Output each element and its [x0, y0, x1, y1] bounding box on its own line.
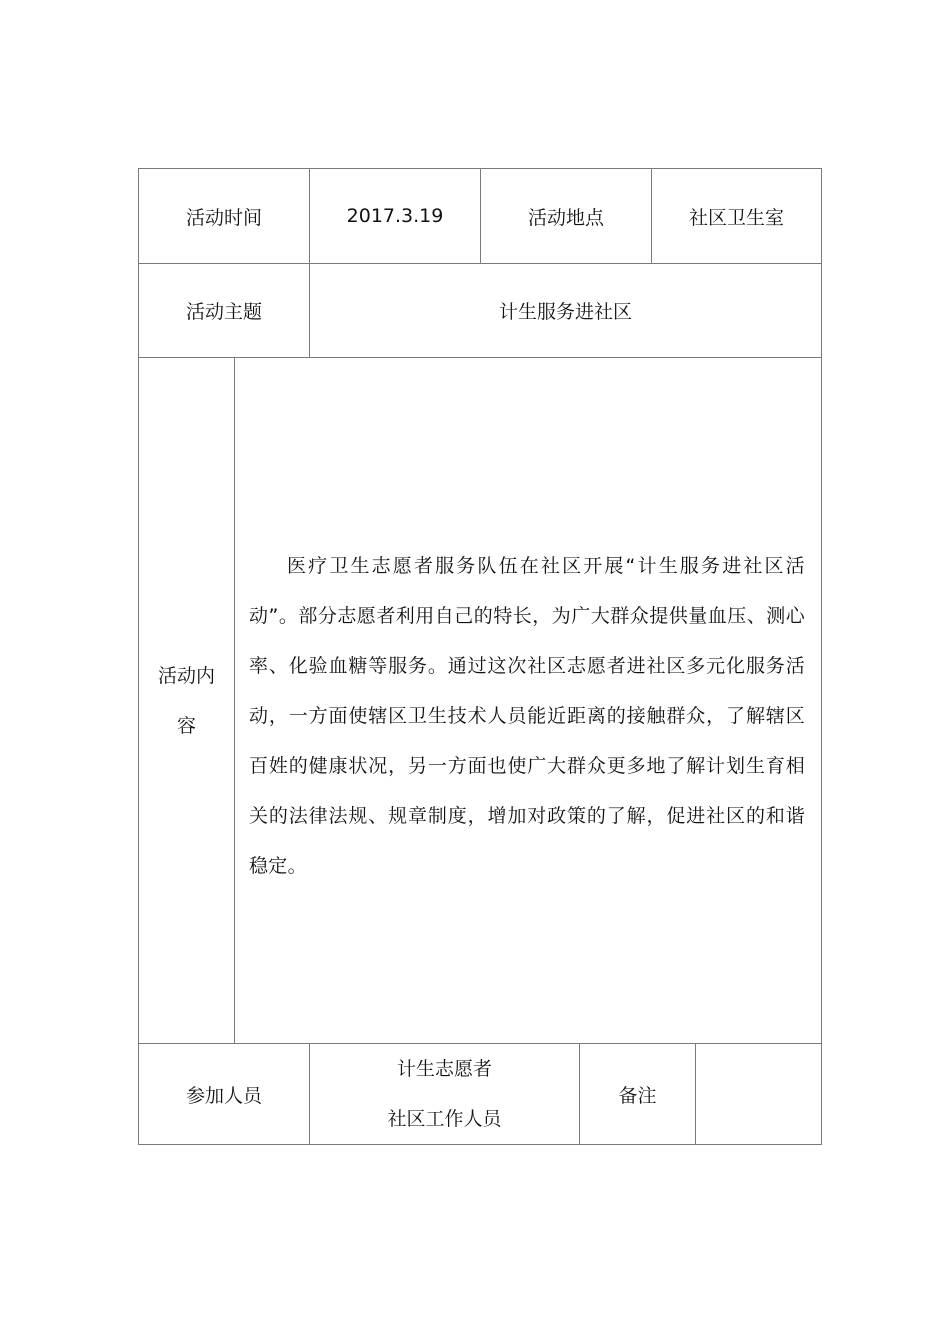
- activity-place-value: 社区卫生室: [688, 206, 784, 229]
- participants-list: [387, 1044, 501, 1144]
- remarks-value-cell: [695, 1043, 822, 1145]
- activity-content-value-cell: [234, 357, 822, 1044]
- activity-time-label-cell: [138, 168, 310, 264]
- participants-label-cell: [138, 1043, 310, 1145]
- activity-place-label: 活动地点: [527, 206, 604, 229]
- activity-content-label: [158, 651, 215, 751]
- activity-theme-value: 计生服务进社区: [498, 301, 632, 323]
- activity-time-value-cell: [309, 168, 481, 264]
- remarks-label: 备注: [618, 1084, 657, 1107]
- activity-content-label-line1: 活动内: [157, 664, 215, 687]
- activity-content-label-cell: [138, 357, 235, 1044]
- activity-time-value: 2017.3.19: [346, 205, 444, 227]
- activity-place-label-cell: [480, 168, 652, 264]
- activity-theme-label: 活动主题: [185, 301, 262, 323]
- activity-place-value-cell: [651, 168, 822, 264]
- activity-theme-value-cell: [309, 263, 822, 358]
- remarks-label-cell: [579, 1043, 696, 1145]
- participants-line1: 计生志愿者: [396, 1058, 492, 1080]
- activity-content-text: 医疗卫生志愿者服务队伍在社区开展“计生服务进社区活动”。部分志愿者利用自己的特长，为广大群众提供量血压、测心率、化验血糖等服务。通过这次社区志愿者进社区多元化服务活动，一方面使辖区卫生技术人员能近距离的接触群众，了解辖区百姓的健康状况，另一方面也使广大群众更多地了解计划生育相关的法律法规、规章制度，增加对政策的了解，促进社区的和谐稳定。: [249, 555, 805, 877]
- activity-content-label-line2: 容: [176, 714, 196, 737]
- activity-theme-label-cell: [138, 263, 310, 358]
- activity-time-label: 活动时间: [185, 206, 262, 229]
- participants-line2: 社区工作人员: [387, 1108, 502, 1130]
- participants-label: 参加人员: [185, 1084, 262, 1107]
- participants-value-cell: [309, 1043, 580, 1145]
